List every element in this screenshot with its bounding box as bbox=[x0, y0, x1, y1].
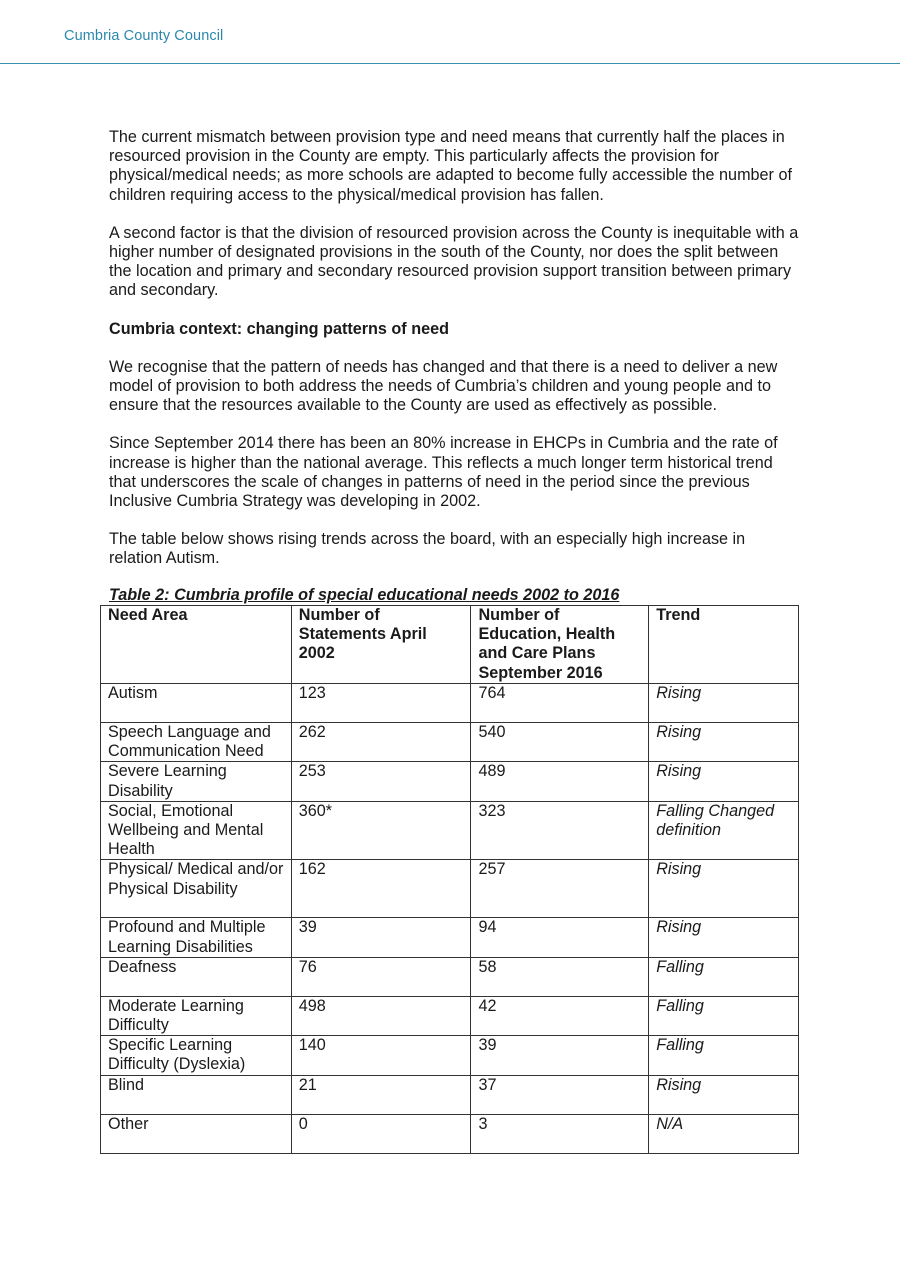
header-statements-2002: Number of Statements April 2002 bbox=[291, 606, 471, 684]
organization-name: Cumbria County Council bbox=[64, 28, 224, 44]
table-row bbox=[101, 684, 799, 723]
ehcp-cell: 94 bbox=[471, 918, 649, 957]
trend-cell: Rising bbox=[649, 918, 799, 957]
ehcp-cell: 42 bbox=[471, 996, 649, 1035]
statements-cell: 39 bbox=[291, 918, 471, 957]
ehcp-cell: 489 bbox=[471, 762, 649, 801]
statements-cell: 360* bbox=[291, 801, 471, 860]
trend-cell: Falling bbox=[649, 957, 799, 996]
need-area-cell: Social, Emotional Wellbeing and Mental Health bbox=[101, 801, 292, 860]
table-row bbox=[101, 957, 799, 996]
ehcp-cell: 39 bbox=[471, 1036, 649, 1075]
need-area-cell: Other bbox=[101, 1114, 292, 1153]
statements-cell: 262 bbox=[291, 723, 471, 762]
header-trend: Trend bbox=[649, 606, 799, 684]
paragraph-since-2014: Since September 2014 there has been an 80% increase in EHCPs in Cumbria and the rate of increase is higher than the national average. This reflects a much longer term historical trend that underscores the scale of changes in patterns of need in the period since the previous Inclusive Cumbria Strategy was developing in 2002. bbox=[109, 434, 778, 511]
need-area-cell: Moderate Learning Difficulty bbox=[101, 996, 292, 1035]
trend-cell: Falling bbox=[649, 1036, 799, 1075]
header-ehcp-2016: Number of Education, Health and Care Plans September 2016 bbox=[471, 606, 649, 684]
ehcp-cell: 257 bbox=[471, 860, 649, 918]
need-area-cell: Speech Language and Communication Need bbox=[101, 723, 292, 762]
need-area-cell: Profound and Multiple Learning Disabilities bbox=[101, 918, 292, 957]
table-row bbox=[101, 1114, 799, 1153]
trend-cell: Rising bbox=[649, 684, 799, 723]
need-area-cell: Autism bbox=[101, 684, 292, 723]
trend-cell: Rising bbox=[649, 860, 799, 918]
ehcp-cell: 58 bbox=[471, 957, 649, 996]
trend-cell: Rising bbox=[649, 762, 799, 801]
need-area-cell: Blind bbox=[101, 1075, 292, 1114]
table-row bbox=[101, 996, 799, 1035]
ehcp-cell: 3 bbox=[471, 1114, 649, 1153]
ehcp-cell: 764 bbox=[471, 684, 649, 723]
body-text bbox=[109, 128, 799, 588]
header-need-area: Need Area bbox=[101, 606, 292, 684]
statements-cell: 123 bbox=[291, 684, 471, 723]
table-row bbox=[101, 1075, 799, 1114]
ehcp-cell: 540 bbox=[471, 723, 649, 762]
need-area-cell: Specific Learning Difficulty (Dyslexia) bbox=[101, 1036, 292, 1075]
section-heading: Cumbria context: changing patterns of need bbox=[109, 319, 449, 338]
table-row bbox=[101, 918, 799, 957]
trend-cell: Falling bbox=[649, 996, 799, 1035]
table-row bbox=[101, 860, 799, 918]
statements-cell: 162 bbox=[291, 860, 471, 918]
paragraph-second-factor: A second factor is that the division of resourced provision across the County is inequitable with a higher number of designated provisions in the south of the County, nor does the split between the location and primary and secondary resourced provision support transition between primary and secondary. bbox=[109, 223, 799, 300]
table-caption: Table 2: Cumbria profile of special educational needs 2002 to 2016 bbox=[109, 586, 620, 604]
table-row bbox=[101, 723, 799, 762]
paragraph-table-intro: The table below shows rising trends across the board, with an especially high increase in relation Autism. bbox=[109, 530, 746, 568]
table-header-row bbox=[101, 606, 799, 684]
table-row bbox=[101, 801, 799, 860]
trend-cell: Rising bbox=[649, 1075, 799, 1114]
statements-cell: 140 bbox=[291, 1036, 471, 1075]
ehcp-cell: 37 bbox=[471, 1075, 649, 1114]
statements-cell: 253 bbox=[291, 762, 471, 801]
need-area-cell: Deafness bbox=[101, 957, 292, 996]
statements-cell: 76 bbox=[291, 957, 471, 996]
need-area-cell: Physical/ Medical and/or Physical Disability bbox=[101, 860, 292, 918]
statements-cell: 0 bbox=[291, 1114, 471, 1153]
statements-cell: 21 bbox=[291, 1075, 471, 1114]
ehcp-cell: 323 bbox=[471, 801, 649, 860]
need-area-cell: Severe Learning Disability bbox=[101, 762, 292, 801]
table-row bbox=[101, 1036, 799, 1075]
sen-profile-table bbox=[100, 605, 799, 1154]
paragraph-recognise: We recognise that the pattern of needs has changed and that there is a need to deliver a new model of provision to both address the needs of Cumbria’s children and young people and to ensure that the resources available to the County are used as effectively as possible. bbox=[109, 357, 778, 415]
trend-cell: N/A bbox=[649, 1114, 799, 1153]
page-header bbox=[0, 0, 900, 64]
trend-cell: Rising bbox=[649, 723, 799, 762]
trend-cell: Falling Changed definition bbox=[649, 801, 799, 860]
table-row bbox=[101, 762, 799, 801]
paragraph-mismatch: The current mismatch between provision type and need means that currently half the places in resourced provision in the County are empty. This particularly affects the provision for physical/medical needs; as more schools are adapted to become fully accessible the number of children requiring access to the physical/medical provision has fallen. bbox=[109, 128, 792, 204]
statements-cell: 498 bbox=[291, 996, 471, 1035]
